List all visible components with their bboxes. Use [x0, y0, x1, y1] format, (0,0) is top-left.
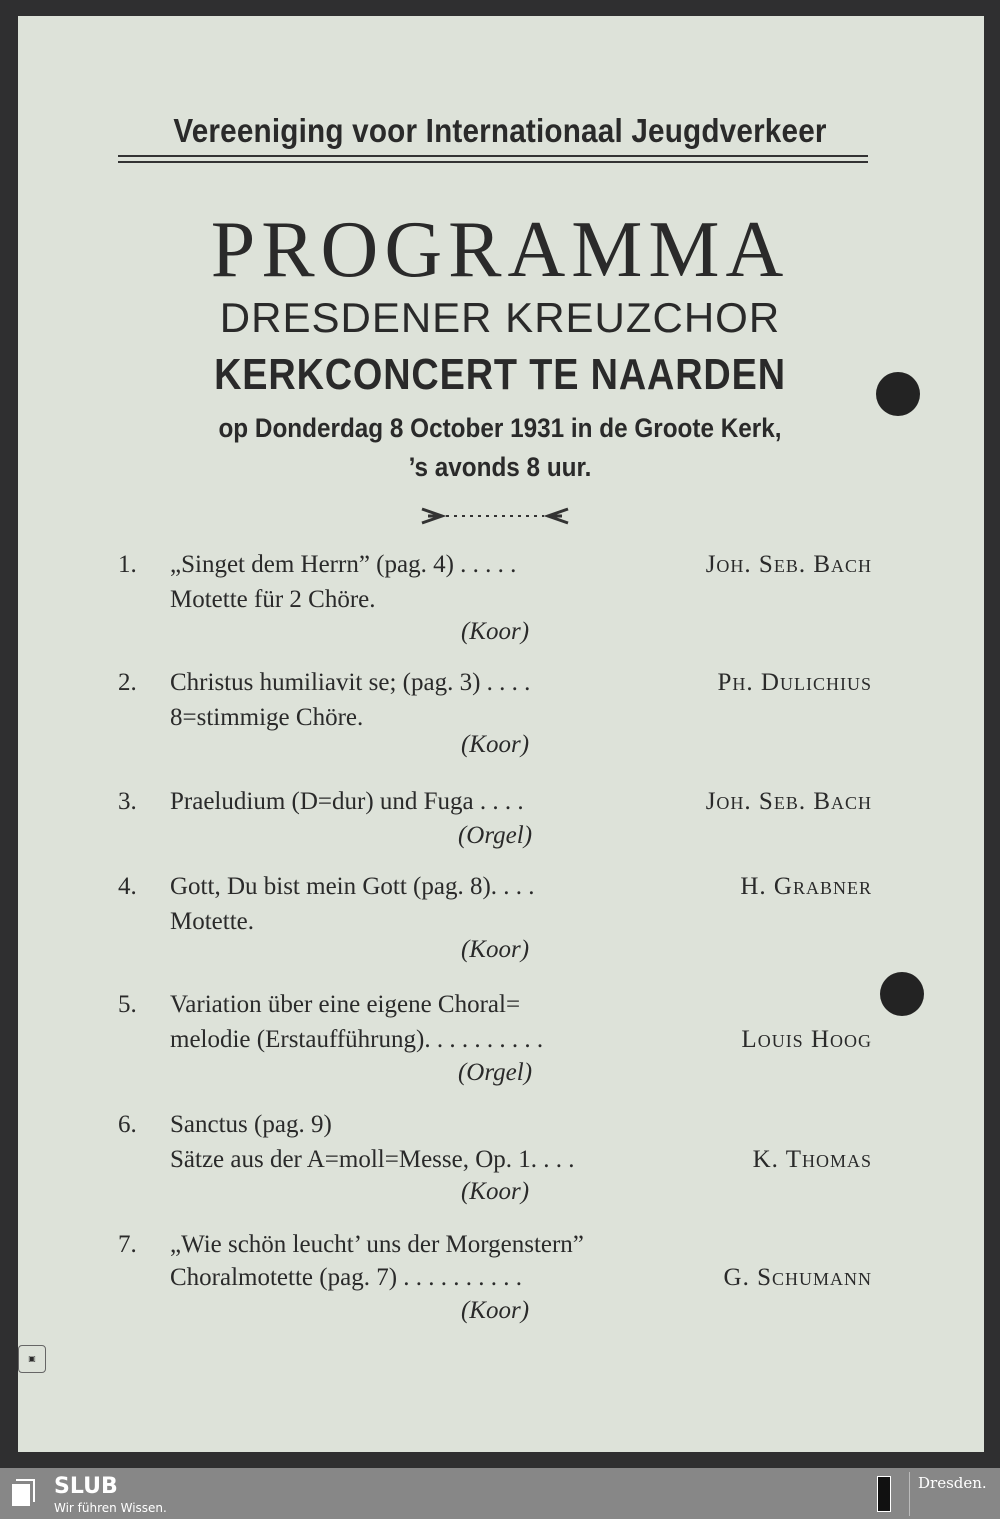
page-title: PROGRAMMA — [210, 206, 790, 294]
composer: Louis Hoog — [741, 1026, 872, 1053]
composer: Joh. Seb. Bach — [705, 788, 872, 815]
divider — [118, 161, 868, 163]
program-line — [170, 586, 872, 614]
slub-logo[interactable]: SLUB — [54, 1474, 118, 1499]
piece-title: 8=stimmige Chöre. — [170, 704, 364, 731]
program-line — [170, 908, 872, 936]
program-line — [170, 1264, 872, 1292]
program-line — [170, 873, 872, 901]
performer: (Koor) — [460, 618, 530, 645]
piece-title: melodie (Erstaufführung). . . . . . . . . . — [170, 1026, 544, 1053]
item-number: 2. — [118, 669, 137, 696]
performer: (Koor) — [460, 936, 530, 963]
composer: G. Schumann — [723, 1264, 872, 1291]
composer: Ph. Dulichius — [717, 669, 872, 696]
piece-title: Sätze aus der A=moll=Messe, Op. 1. . . . — [170, 1146, 575, 1173]
program-line — [170, 1231, 872, 1259]
program-line — [170, 551, 872, 579]
divider — [909, 1472, 910, 1516]
ornament-icon — [420, 505, 570, 527]
punch-hole — [876, 372, 920, 416]
event-time: ’s avonds 8 uur. — [408, 452, 592, 482]
piece-title: Praeludium (D=dur) und Fuga . . . . — [170, 788, 524, 815]
program-line — [170, 669, 872, 697]
performer: (Orgel) — [457, 1059, 533, 1086]
piece-title: Variation über eine eigene Choral= — [170, 991, 521, 1018]
divider — [118, 155, 868, 157]
piece-title: Motette für 2 Chöre. — [170, 586, 376, 613]
item-number: 7. — [118, 1231, 137, 1258]
performer: (Koor) — [460, 731, 530, 758]
piece-title: Choralmotette (pag. 7) . . . . . . . . . . — [170, 1264, 523, 1291]
event-title: KERKCONCERT TE NAARDEN — [214, 350, 786, 399]
choir-name: DRESDENER KREUZCHOR — [219, 294, 781, 341]
item-number: 5. — [118, 991, 137, 1018]
item-number: 6. — [118, 1111, 137, 1138]
performer: (Koor) — [460, 1178, 530, 1205]
program-line — [170, 788, 872, 816]
composer: K. Thomas — [752, 1146, 872, 1173]
item-number: 1. — [118, 551, 137, 578]
composer: Joh. Seb. Bach — [705, 551, 872, 578]
performer: (Orgel) — [457, 822, 533, 849]
piece-title: Christus humiliavit se; (pag. 3) . . . . — [170, 669, 531, 696]
performer: (Koor) — [460, 1297, 530, 1324]
piece-title: Motette. — [170, 908, 255, 935]
program-line — [170, 1111, 872, 1139]
organization-heading: Vereeniging voor Internationaal Jeugdverkeer — [173, 112, 827, 149]
program-line — [170, 1026, 872, 1054]
punch-hole — [880, 972, 924, 1016]
library-stamp-icon: ▣ — [18, 1345, 46, 1373]
piece-title: Gott, Du bist mein Gott (pag. 8). . . . — [170, 873, 535, 900]
piece-title: „Wie schön leucht’ uns der Morgenstern” — [170, 1231, 584, 1258]
program-line — [170, 1146, 872, 1174]
item-number: 4. — [118, 873, 137, 900]
piece-title: Sanctus (pag. 9) — [170, 1111, 332, 1138]
slub-tagline: Wir führen Wissen. — [54, 1501, 167, 1515]
dresden-logo[interactable]: Dresden. — [918, 1474, 987, 1492]
program-line — [170, 991, 872, 1019]
composer: H. Grabner — [740, 873, 872, 900]
item-number: 3. — [118, 788, 137, 815]
dresden-coat-of-arms-icon — [877, 1476, 891, 1512]
book-icon — [10, 1478, 36, 1508]
event-date: op Donderdag 8 October 1931 in de Groote Kerk, — [218, 413, 782, 443]
program-line — [170, 704, 872, 732]
footer-bar — [0, 1468, 1000, 1519]
piece-title: „Singet dem Herrn” (pag. 4) . . . . . — [170, 551, 517, 578]
